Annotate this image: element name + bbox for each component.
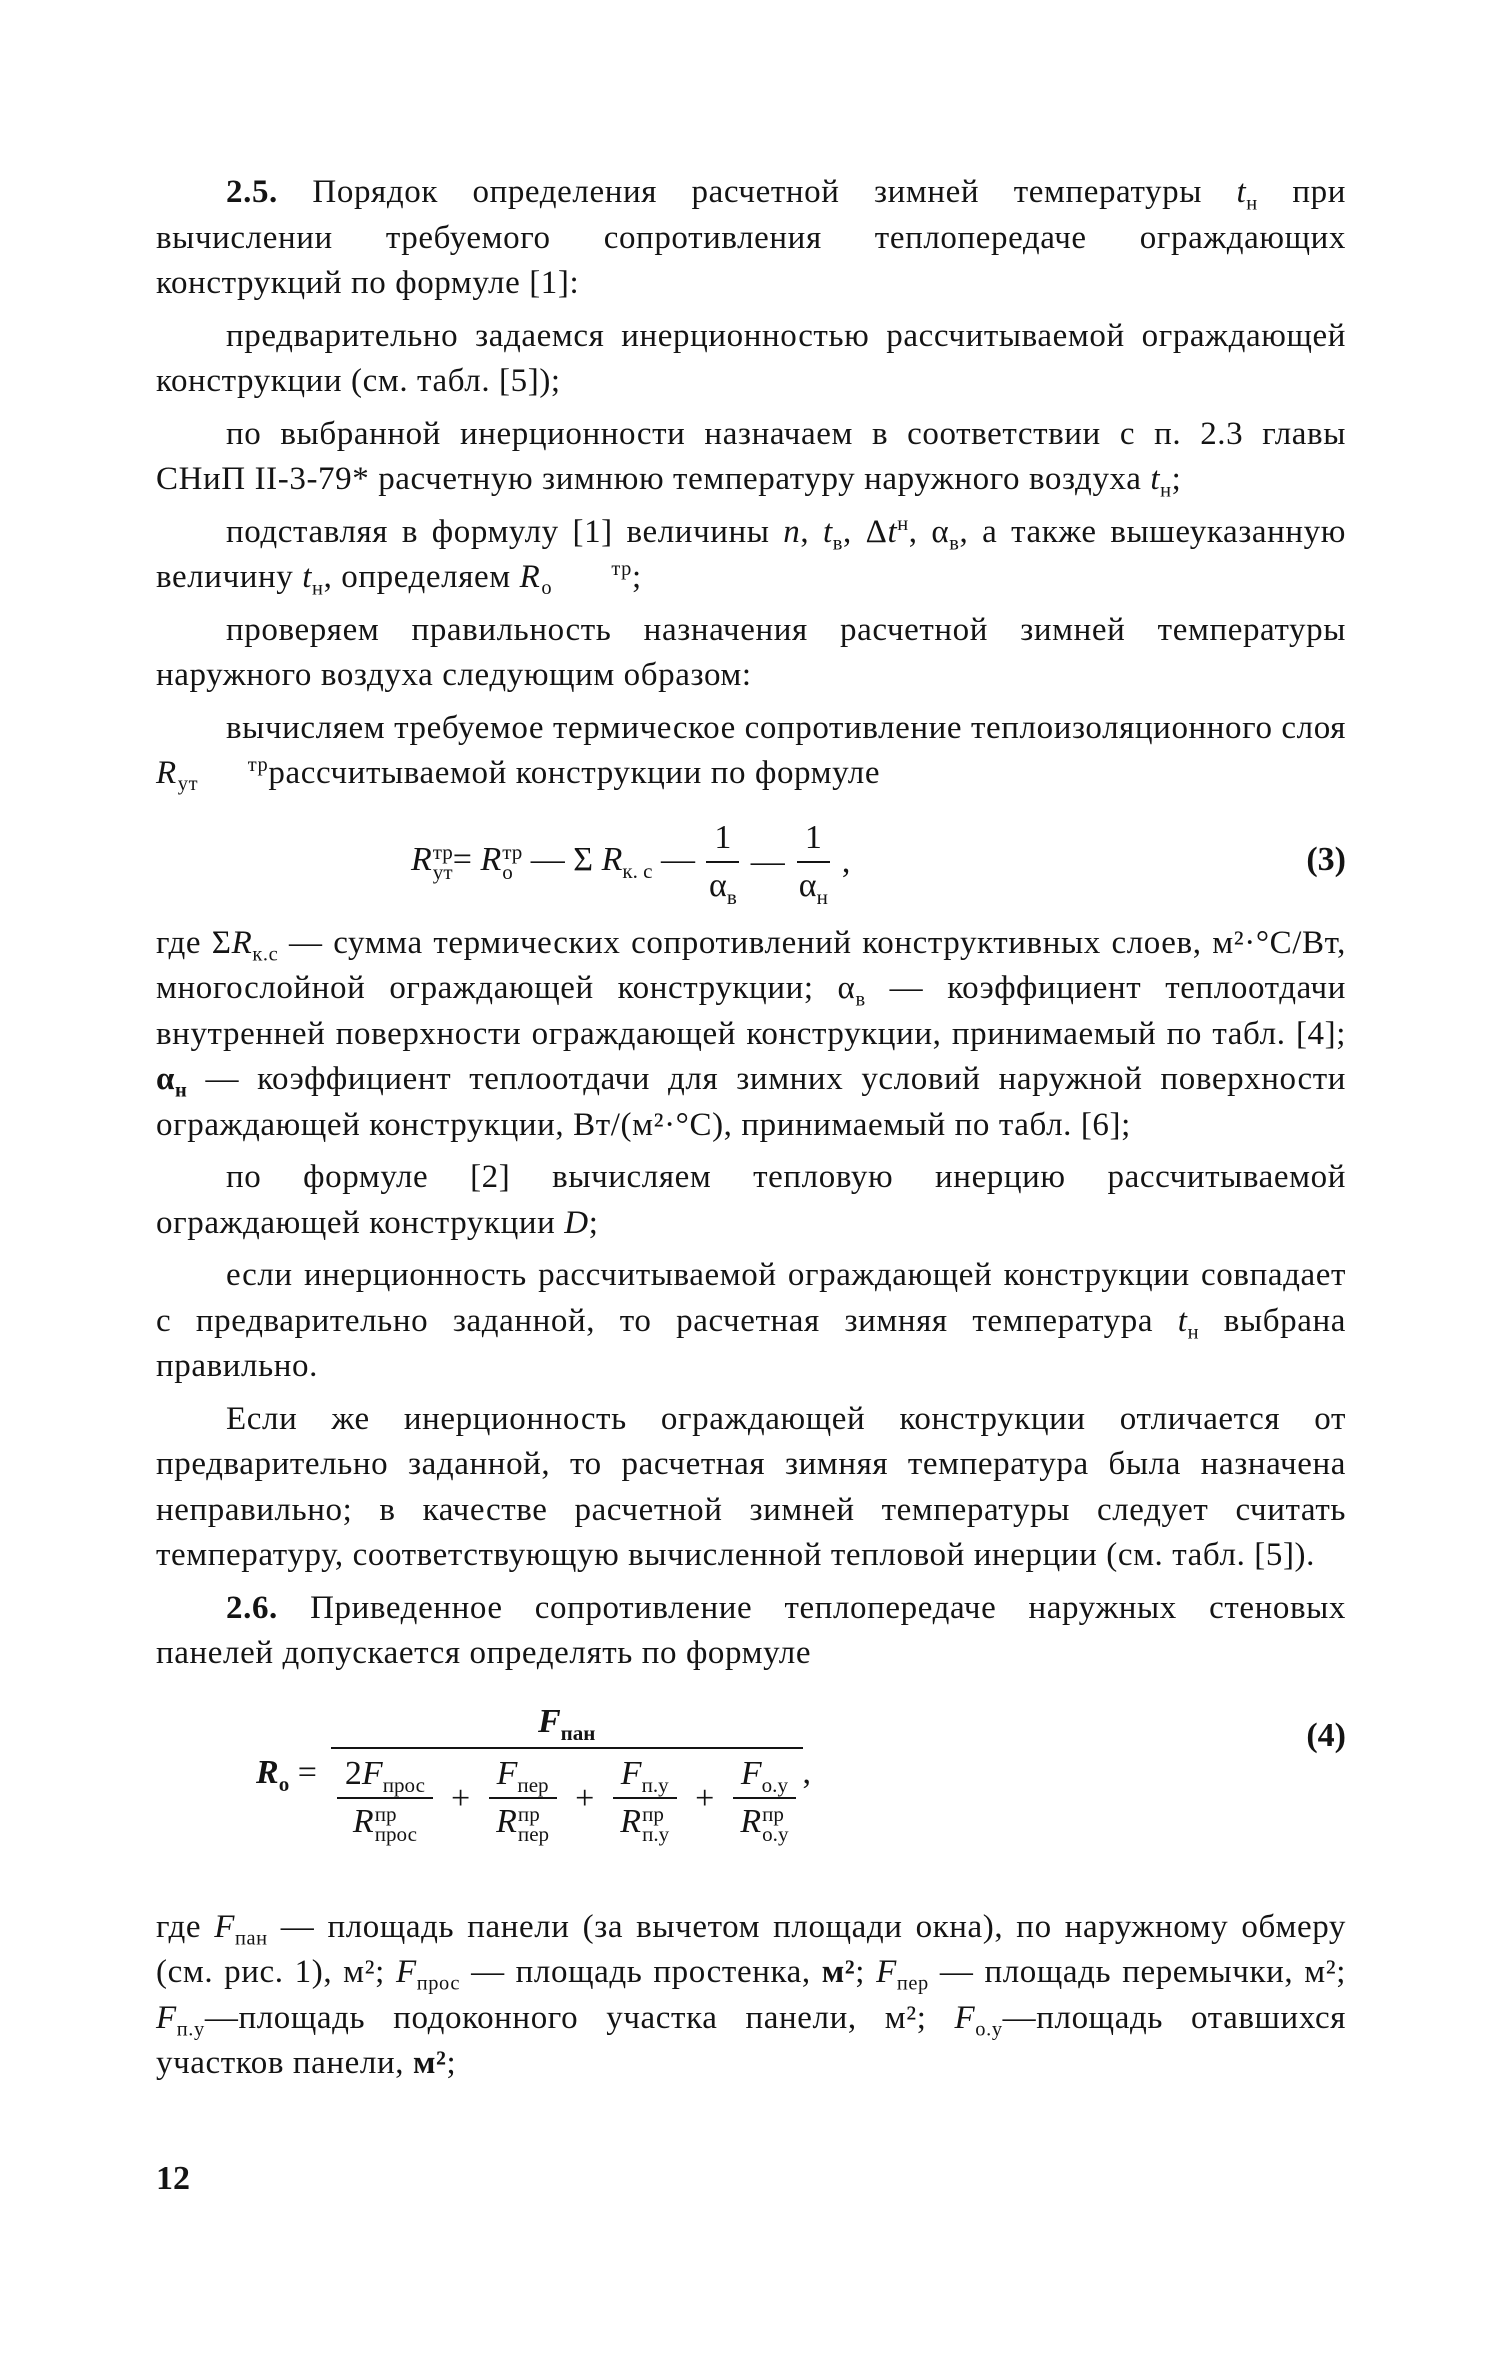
fraction-outer: $\frac{1}{\alpha_н}$ xyxy=(798,818,828,909)
formula-4 xyxy=(156,1703,1346,1893)
fraction-inner: $\frac{1}{\alpha_в}$ xyxy=(701,819,745,905)
formula-4-explanation: где $F_{пан}$ — площадь панели (за вычетом площади окна), по наружному обмеру (см. рис. 1), м²; $F_{прос}$ — площадь простенка, м²; $F_{пер}$ — площадь перемычки, м²; $F_{п.у}—площадь$ подоконного участка панели, м²; $F_{о.у}—площадь$ отавшихся участков панели, м²; xyxy=(156,1908,1347,2081)
formula-3-number: (3) xyxy=(1306,840,1346,878)
document-page xyxy=(156,170,1346,2094)
page-number: 12 xyxy=(156,2160,190,2197)
formula-4-number: (4) xyxy=(1306,1716,1346,1754)
section-2-5-intro: 2.5. Порядок определения расчетной зимней температуры $t_н$ при вычислении требуемого сопротивления теплопередаче ограждающих конструкций по формуле [1]: xyxy=(156,174,1346,301)
formula-3 xyxy=(156,811,1346,907)
section-number: 2.6. xyxy=(226,1589,278,1626)
step-2: по выбранной инерционности назначаем в соответствии с п. 2.3 главы СНиП II-3-79* расчетную зимнюю температуру наружного воздуха $t_н$; xyxy=(156,415,1346,502)
step-3: подставляя в формулу [1] величины n, $t_в$, $\Delta t^н$, $\alpha_в$, а также вышеуказанную величину $t_н$, определяем R тр о ; xyxy=(156,512,1346,600)
formula-3-explanation: где $\Sigma R_{к.с}$ — сумма термических сопротивлений конструктивных слоев, м²·°С/Вт, многослойной ограждающей конструкции; $\alpha_в$ — коэффициент теплоотдачи внутренней поверхности ограждающей конструкции, принимаемый по табл. [4]; $\alpha_н$ — коэффициент теплоотдачи для зимних условий наружной поверхности ограждающей конструкции, Вт/(м²·°С), принимаемый по табл. [6]; xyxy=(156,924,1346,1143)
formula-4-body: $R_о$ = $F_{пан}$ $2F_{прос}$ Rпр прос + $F_{пер}$ Rпр пер + $F_{п.у}$ Rпр п.у + $F_{о.у}$ Rпр о.у , xyxy=(256,1702,811,1846)
step-match: если инерционность рассчитываемой ограждающей конструкции совпадает с предварительно заданной, то расчетная зимняя температура $t_н$ выбрана правильно. xyxy=(156,1257,1346,1384)
formula-4-fraction: $F_{пан}$ $2F_{прос}$ Rпр прос + $F_{пер}$ Rпр пер + $F_{п.у}$ Rпр п.у + $F_{о.у}$ Rпр о.у xyxy=(331,1703,803,1844)
step-5: вычисляем требуемое термическое сопротивление теплоизоляционного слоя R тр ут рассчитываемой конструкции по формуле xyxy=(156,709,1346,796)
else-paragraph: Если же инерционность ограждающей конструкции отличается от предварительно заданной, то расчетная зимняя температура была назначена неправильно; в качестве расчетной зимней температуры следует считать температуру, соответствующую вычисленной тепловой инерции (см. табл. [5]). xyxy=(156,1400,1346,1573)
section-2-6-intro: 2.6. Приведенное сопротивление теплопередаче наружных стеновых панелей допускается определять по формуле xyxy=(156,1589,1346,1671)
step-formula-2: по формуле [2] вычисляем тепловую инерцию рассчитываемой ограждающей конструкции D; xyxy=(156,1159,1346,1241)
section-number: 2.5. xyxy=(226,174,278,210)
step-4: проверяем правильность назначения расчетной зимней температуры наружного воздуха следующим образом: xyxy=(156,611,1346,693)
formula-3-body: Rтр ут= Rтр о — Σ $R_{к. с}$ — $\frac{1}{\alpha_в}$ — $\frac{1}{\alpha_н}$ , xyxy=(411,818,851,909)
step-1: предварительно задаемся инерционностью рассчитываемой ограждающей конструкции (см. табл. [5]); xyxy=(156,317,1346,399)
